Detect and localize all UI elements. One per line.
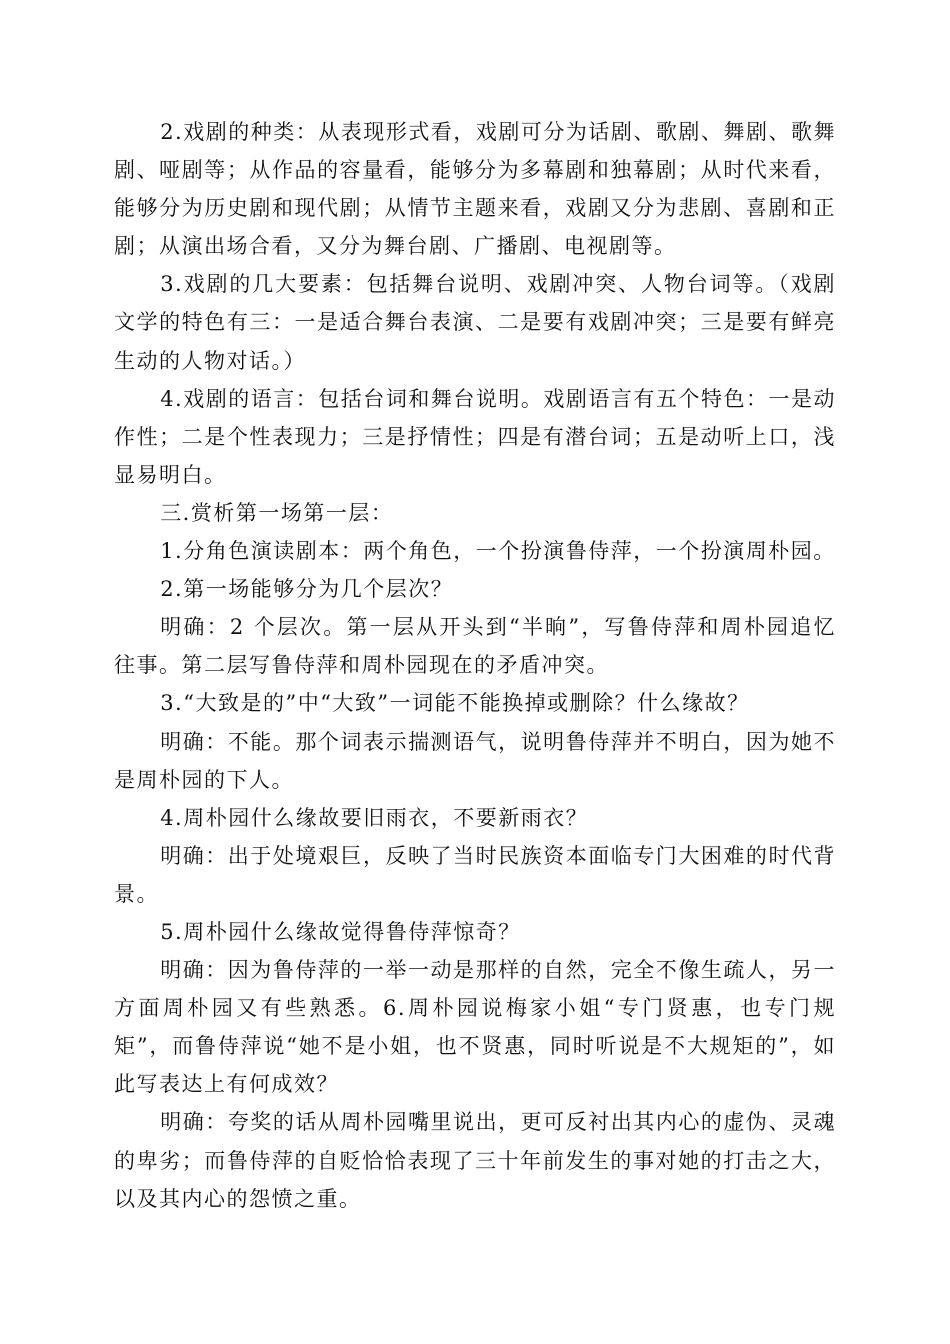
answer-5-and-question-6: 明确：因为鲁侍萍的一举一动是那样的自然，完全不像生疏人，另一方面周朴园又有些熟悉。6.周朴园说梅家小姐“专门贤惠，也专门规矩”，而鲁侍萍说“她不是小姐，也不贤惠，同时听说是不大规矩的”，如此写表达上有何成效？: [114, 958, 836, 1097]
answer-6: 明确：夸奖的话从周朴园嘴里说出，更可反衬出其内心的虚伪、灵魂的卑劣；而鲁侍萍的自贬恰恰表现了三十年前发生的事对她的打击之大，以及其内心的怨愤之重。: [114, 1110, 836, 1211]
document-page: [114, 113, 836, 1218]
question-5: 5.周朴园什么缘故觉得鲁侍萍惊奇？: [160, 919, 521, 944]
paragraph-role-reading: 1.分角色演读剧本：两个角色，一个扮演鲁侍萍，一个扮演周朴园。: [160, 539, 836, 564]
question-3: 3.“大致是的”中“大致”一词能不能换掉或删除？什么缘故？: [160, 691, 750, 716]
answer-3: 明确：不能。那个词表示揣测语气，说明鲁侍萍并不明白，因为她不是周朴园的下人。: [114, 729, 836, 792]
answer-4: 明确：出于处境艰巨，反映了当时民族资本面临专门大困难的时代背景。: [114, 843, 836, 906]
section-heading: 三.赏析第一场第一层：: [160, 500, 394, 525]
answer-2: 明确：2 个层次。第一层从开头到“半晌”，写鲁侍萍和周朴园追忆往事。第二层写鲁侍萍和周朴园现在的矛盾冲突。: [114, 615, 836, 678]
paragraph-drama-types: 2.戏剧的种类：从表现形式看，戏剧可分为话剧、歌剧、舞剧、歌舞剧、哑剧等；从作品的容量看，能够分为多幕剧和独幕剧；从时代来看，能够分为历史剧和现代剧；从情节主题来看，戏剧又分为悲剧、喜剧和正剧；从演出场合看，又分为舞台剧、广播剧、电视剧等。: [114, 120, 836, 259]
paragraph-drama-elements: 3.戏剧的几大要素：包括舞台说明、戏剧冲突、人物台词等。（戏剧文学的特色有三：一是适合舞台表演、二是要有戏剧冲突；三是要有鲜亮生动的人物对话。）: [114, 272, 836, 373]
paragraph-drama-language: 4.戏剧的语言：包括台词和舞台说明。戏剧语言有五个特色：一是动作性；二是个性表现力；三是抒情性；四是有潜台词；五是动听上口，浅显易明白。: [114, 386, 836, 487]
question-4: 4.周朴园什么缘故要旧雨衣，不要新雨衣？: [160, 805, 589, 830]
question-2: 2.第一场能够分为几个层次？: [160, 577, 454, 602]
